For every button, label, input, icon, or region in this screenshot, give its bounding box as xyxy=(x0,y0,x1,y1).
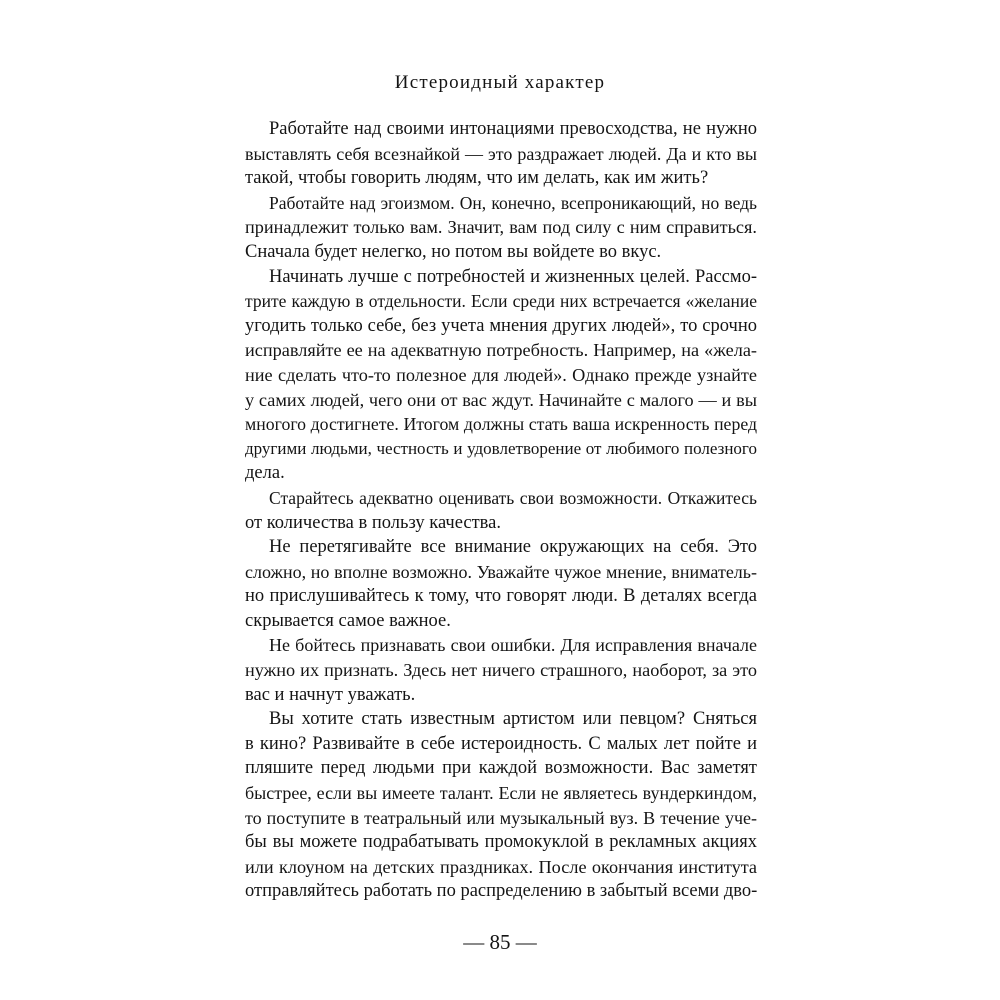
text-line: трите каждую в отдельности. Если среди них встречается «желание xyxy=(245,291,757,312)
text-line: то поступите в театральный или музыкальный вуз. В течение уче- xyxy=(245,807,757,828)
text-line: Сначала будет нелегко, но потом вы войдете во вкус. xyxy=(245,241,662,262)
paragraph xyxy=(245,191,757,265)
text-line: ние сделать что-то полезное для людей». Однако прежде узнайте xyxy=(245,364,757,385)
paragraph xyxy=(245,486,757,535)
text-line: но прислушивайтесь к тому, что говорят люди. В деталях всегда xyxy=(245,586,757,607)
paragraph xyxy=(245,535,757,633)
text-line: Работайте над своими интонациями превосходства, не нужно xyxy=(269,119,757,139)
paragraph xyxy=(245,633,757,707)
text-line: Не перетягивайте все внимание окружающих на себя. Это xyxy=(269,537,757,558)
text-line: Старайтесь адекватно оценивать свои возможности. Откажитесь xyxy=(269,487,757,508)
text-line: нужно их признать. Здесь нет ничего страшного, наоборот, за это xyxy=(245,660,757,681)
running-head: Истероидный характер xyxy=(394,72,606,93)
paragraph xyxy=(245,707,757,904)
text-line: скрывается самое важное. xyxy=(245,610,451,631)
text-line: Вы хотите стать известным артистом или певцом? Сняться xyxy=(269,709,757,730)
text-line: у самих людей, чего они от вас ждут. Начинайте с малого — и вы xyxy=(245,389,757,410)
text-line: исправляйте ее на адекватную потребность. Например, на «жела- xyxy=(245,340,757,361)
text-line: другими людьми, честность и удовлетворение от любимого полезного xyxy=(245,438,757,458)
text-line: от количества в пользу качества. xyxy=(245,512,502,533)
text-line: бы вы можете подрабатывать промокуклой в рекламных акциях xyxy=(245,832,757,853)
text-line: пляшите перед людьми при каждой возможности. Вас заметят xyxy=(245,758,757,779)
text-line: такой, чтобы говорить людям, что им делать, как им жить? xyxy=(245,168,709,189)
text-line: дела. xyxy=(245,463,285,484)
text-line: угодить только себе, без учета мнения других людей», то срочно xyxy=(245,315,757,336)
body-text xyxy=(245,117,757,904)
text-line: многого достигнете. Итогом должны стать ваша искренность перед xyxy=(245,414,757,435)
text-line: Работайте над эгоизмом. Он, конечно, всепроникающий, но ведь xyxy=(269,192,757,213)
text-line: вас и начнут уважать. xyxy=(245,684,416,705)
text-line: Не бойтесь признавать свои ошибки. Для исправления вначале xyxy=(269,635,757,656)
text-line: сложно, но вполне возможно. Уважайте чужое мнение, вниматель- xyxy=(245,561,757,582)
text-line: или клоуном на детских праздниках. После окончания института xyxy=(245,856,757,877)
text-line: принадлежит только вам. Значит, вам под силу с ним справиться. xyxy=(245,217,757,238)
text-line: в кино? Развивайте в себе истероидность. С малых лет пойте и xyxy=(245,733,757,754)
text-line: отправляйтесь работать по распределению в забытый всеми дво- xyxy=(245,881,758,902)
paragraph xyxy=(245,265,757,486)
page-number: — 85 — xyxy=(463,930,537,954)
text-line: Начинать лучше с потребностей и жизненных целей. Рассмо- xyxy=(269,266,757,287)
text-line: выставлять себя всезнайкой — это раздражает людей. Да и кто вы xyxy=(245,143,757,164)
text-line: быстрее, если вы имеете талант. Если не являетесь вундеркиндом, xyxy=(245,783,757,804)
paragraph xyxy=(245,117,757,191)
